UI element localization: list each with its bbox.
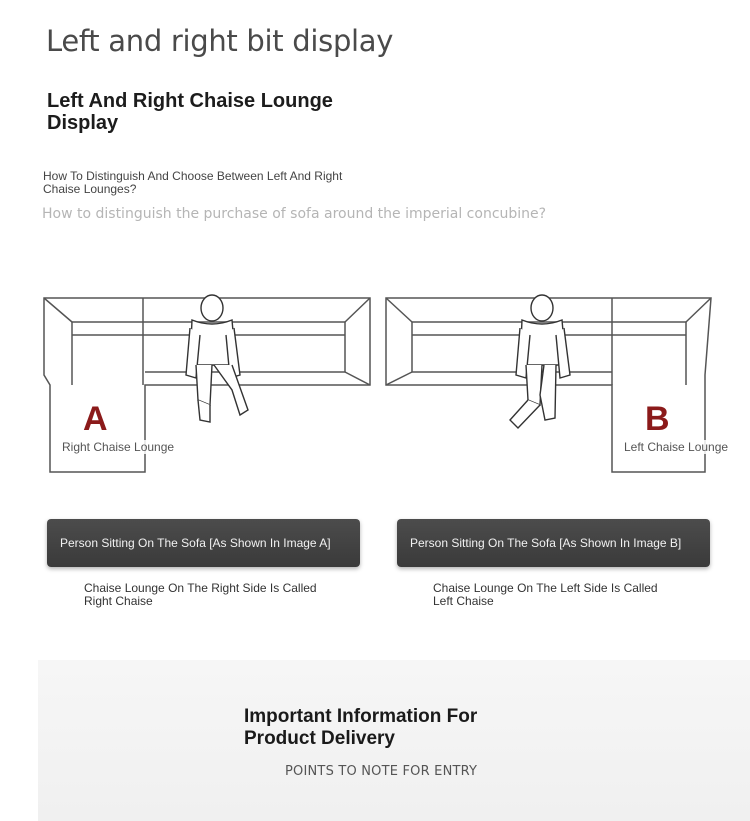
- person-a-icon: [186, 295, 248, 422]
- caption-b: Chaise Lounge On The Left Side Is Called Left Chaise: [433, 581, 658, 608]
- page-subtitle: How To Distinguish And Choose Between Left And Right Chaise Lounges?: [43, 169, 343, 196]
- delivery-subtitle: POINTS TO NOTE FOR ENTRY: [285, 764, 478, 779]
- section-heading-english: Left and right bit display: [46, 24, 394, 58]
- letter-a: A: [83, 400, 108, 438]
- chaise-label-a: Right Chaise Lounge: [62, 440, 175, 454]
- page-title: Left And Right Chaise Lounge Display: [47, 90, 333, 134]
- caption-bar-b: [397, 519, 710, 567]
- person-b-icon: [510, 295, 570, 428]
- chaise-label-b: Left Chaise Lounge: [624, 440, 729, 454]
- faded-caption: How to distinguish the purchase of sofa around the imperial concubine?: [42, 206, 547, 222]
- caption-a: Chaise Lounge On The Right Side Is Called Right Chaise: [84, 581, 317, 608]
- caption-bar-a-text: Person Sitting On The Sofa [As Shown In Image A]: [60, 536, 331, 550]
- caption-bar-b-text: Person Sitting On The Sofa [As Shown In Image B]: [410, 536, 682, 550]
- caption-bar-a: [47, 519, 360, 567]
- delivery-title: Important Information For Product Delivery: [244, 706, 478, 749]
- letter-b: B: [645, 400, 670, 438]
